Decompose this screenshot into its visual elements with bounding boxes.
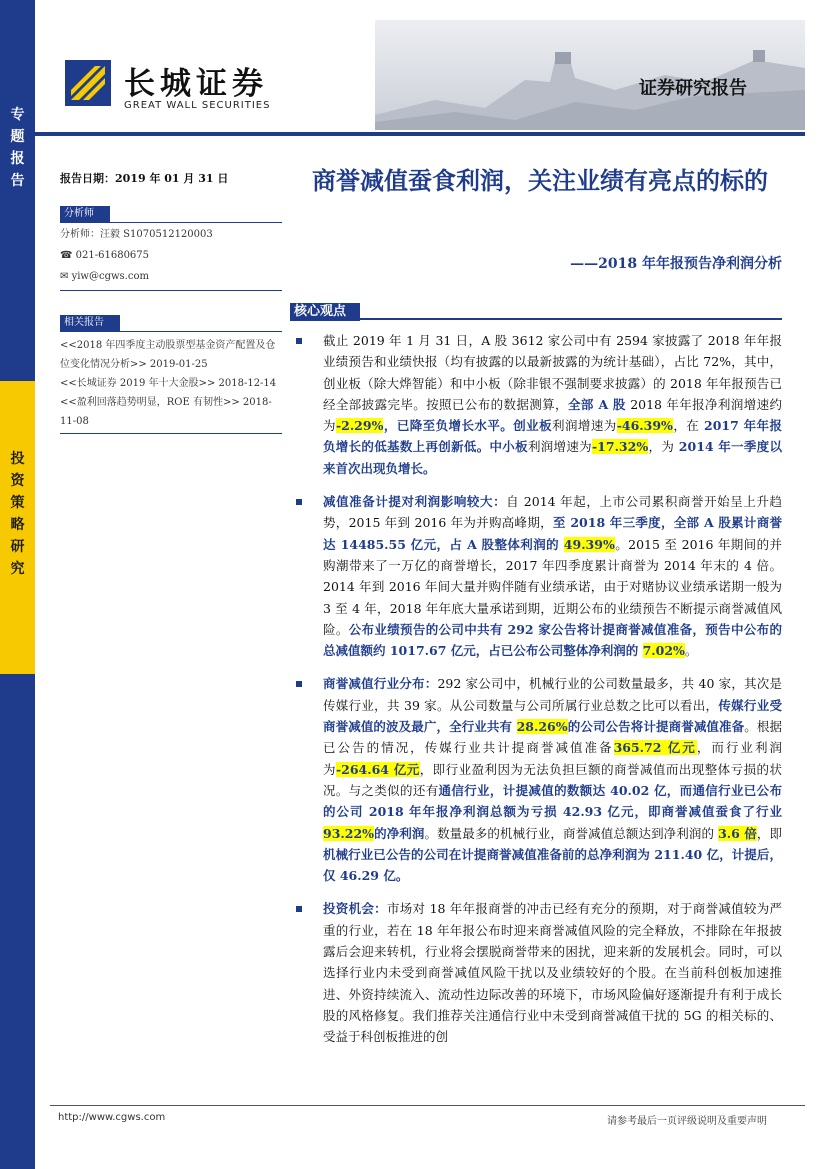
bullet-market-overview: 截止 2019 年 1 月 31 日，A 股 3612 家公司中有 2594 家披露了 2018 年年报业绩预告和业绩快报（均有披露的以最新披露的为统计基础），占比 72%，其中，创业板（除大烨智能）和中小板（除非银不强制要求披露）的 2018 年年报预告已经全部披露完毕。按照已公布的数据测算，全部 A 股 2018 年年报净利润增速约为-2.29%，已降至负增长水平。创业板利润增速为-46.39%，在 2017 年年报负增长的低基数上再创新低。中小板利润增速为-17.32%，为 2014 年一季度以来首次出现负增长。 (290, 330, 782, 479)
core-view-tag: 核心观点 (290, 300, 782, 320)
related-reports (60, 336, 282, 434)
analyst-name: 分析师：汪毅 S1070512120003 (60, 229, 213, 240)
analyst-phone: ☎ 021-61680675 (60, 250, 150, 261)
related-section-tag: 相关报告 (60, 315, 282, 332)
report-subtitle: ——2018 年年报预告净利润分析 (570, 256, 782, 272)
bullet-industry-distribution: 商誉减值行业分布：292 家公司中，机械行业的公司数量最多，共 40 家，其次是传媒行业，共 39 家。从公司数量与公司所属行业总数之比可以看出，传媒行业受商誉减值的波及最广，全行业共有 28.26%的公司公告将计提商誉减值准备。根据已公告的情况，传媒行业共计提商誉减值准备365.72 亿元，而行业利润为-264.64 亿元，即行业盈利因为无法负担巨额的商誉减值而出现整体亏损的状况。与之类似的还有通信行业，计提减值的数额达 40.02 亿，而通信行业已公布的公司 2018 年年报净利润总额为亏损 42.93 亿元，即商誉减值蚕食了行业 93.22%的净利润。数量最多的机械行业，商誉减值总额达到净利润的 3.6 倍，即机械行业已公告的公司在计提商誉减值准备前的总净利润为 211.40 亿，计提后，仅 46.29 亿。 (290, 673, 782, 886)
sidebar-label-special-report: 专 题 报 告 (10, 107, 25, 189)
sidebar-label-strategy: 投 资 策 略 研 究 (10, 451, 25, 577)
footer-divider (50, 1105, 805, 1106)
core-view-list (290, 330, 782, 1060)
company-name-cn: 长城证券 (124, 66, 268, 102)
company-name-en: GREAT WALL SECURITIES (124, 100, 271, 111)
analyst-email[interactable]: ✉ yiw@cgws.com (60, 268, 282, 291)
analyst-section-tag: 分析师 (60, 206, 282, 223)
page-header (35, 0, 805, 135)
phone-icon: ☎ (60, 250, 73, 261)
header-divider (35, 132, 805, 136)
bullet-impairment-impact: 减值准备计提对利润影响较大：自 2014 年起，上市公司累积商誉开始呈上升趋势，2015 年到 2016 年为并购高峰期，至 2018 年三季度，全部 A 股累计商誉达 14485.55 亿元，占 A 股整体利润的 49.39%。2015 至 2016 年期间的并购潮带来了一万亿的商誉增长，2017 年四季度累计商誉为 2014 年末的 4 倍。2014 年到 2016 年间大量并购伴随有业绩承诺，由于对赌协议业绩承诺期一般为 3 至 4 年，2018 年年底大量承诺到期，近期公布的业绩预告不断提示商誉减值风险。公布业绩预告的公司中共有 292 家公告将计提商誉减值准备，预告中公布的总减值额约 1017.67 亿元，占已公布公司整体净利润的 7.02%。 (290, 491, 782, 661)
related-report-item[interactable]: <<长城证券 2019 年十大金股>> 2018-12-14 (60, 378, 277, 389)
report-type: 证券研究报告 (639, 78, 747, 99)
logo-icon (65, 60, 111, 106)
bullet-investment-opportunity: 投资机会：市场对 18 年年报商誉的冲击已经有充分的预期，对于商誉减值较为严重的行业，若在 18 年年报公布时迎来商誉减值风险的完全释放，不排除在年报披露后会迎来转机，行业将会摆脱商誉带来的困扰，迎来新的发展机会。同时，可以选择行业内未受到商誉减值风险干扰以及业绩较好的个股。在当前科创板加速推进、外资持续流入、流动性边际改善的环境下，市场风险偏好逐渐提升有利于成长股的风格修复。我们推荐关注通信行业中未受到商誉减值干扰的 5G 的相关标的、受益于科创板推进的创 (290, 898, 782, 1047)
footer-disclaimer: 请参考最后一页评级说明及重要声明 (607, 1116, 767, 1127)
mail-icon: ✉ (60, 271, 69, 282)
footer-url[interactable]: http://www.cgws.com (58, 1112, 166, 1123)
related-report-item[interactable]: <<2018 年四季度主动股票型基金资产配置及仓位变化情况分析>> 2019-01-25 (60, 340, 276, 370)
report-meta (60, 170, 282, 434)
related-report-item[interactable]: <<盈利回落趋势明显，ROE 有韧性>> 2018-11-08 (60, 397, 272, 427)
report-date: 报告日期：2019 年 01 月 31 日 (60, 172, 229, 185)
report-title: 商誉减值蚕食利润，关注业绩有亮点的标的 (312, 166, 768, 195)
